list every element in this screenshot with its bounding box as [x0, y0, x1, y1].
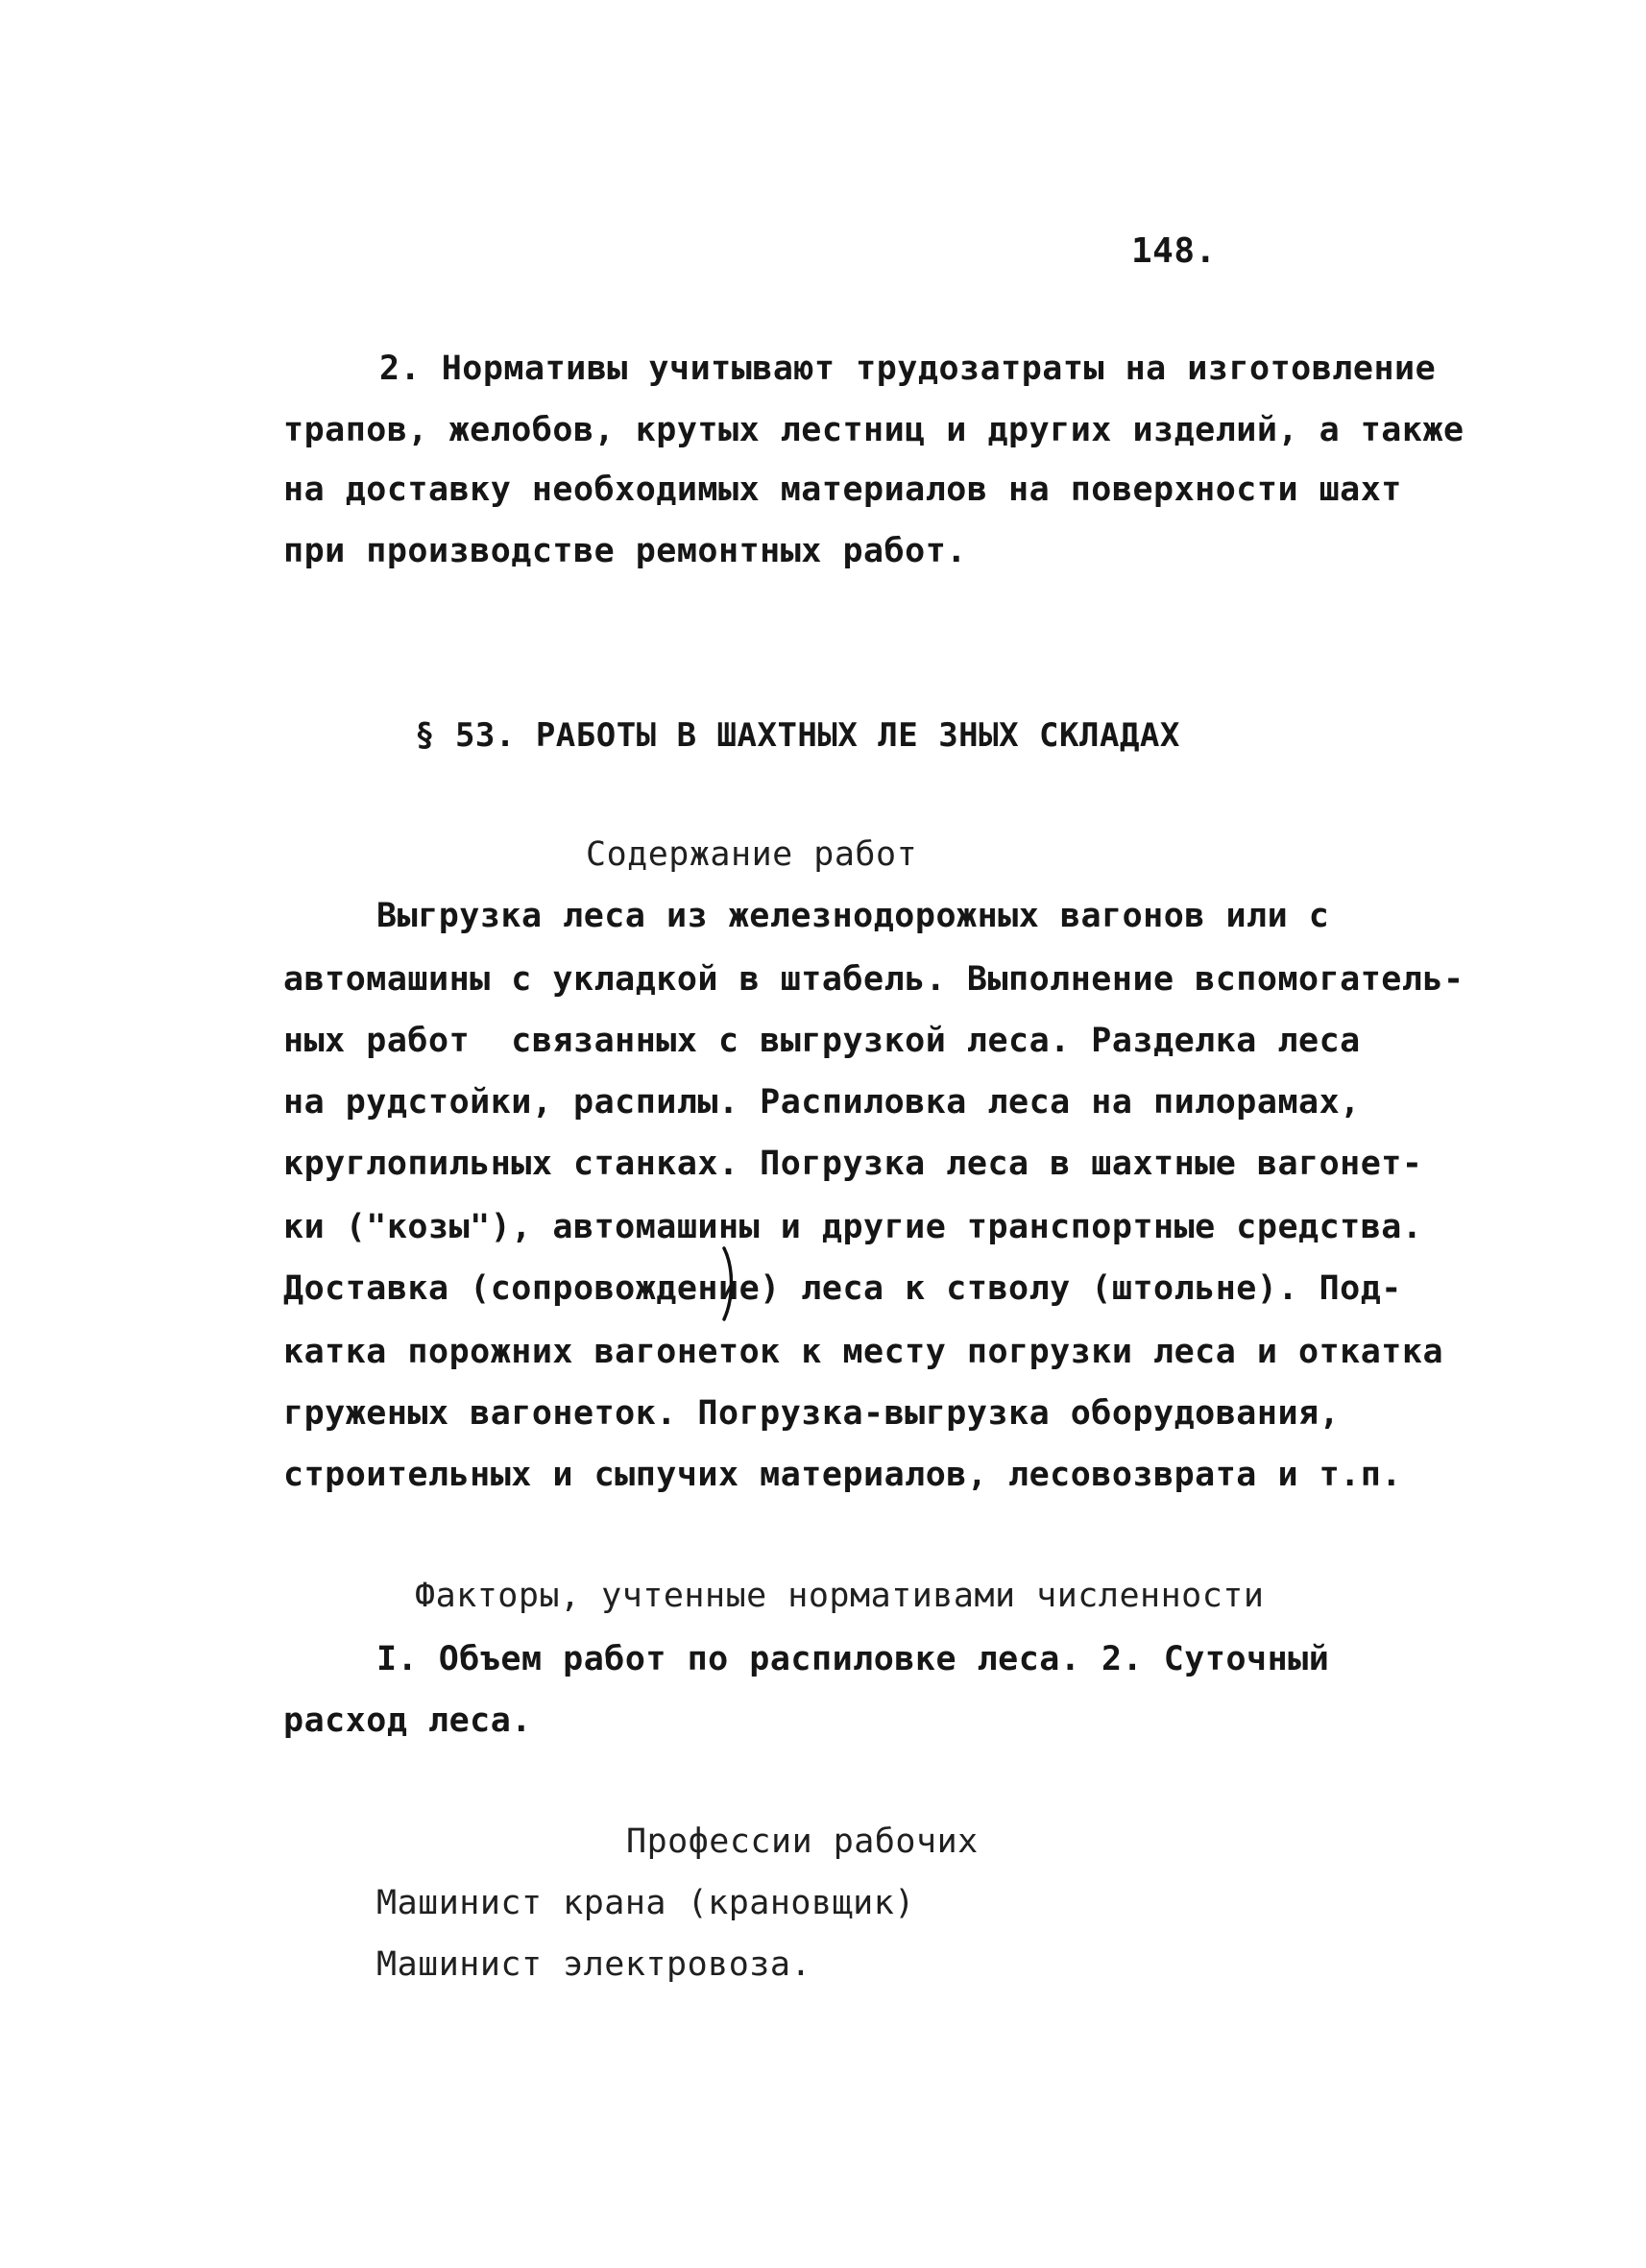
- factors-heading: Факторы, учтенные нормативами численности: [415, 1577, 1265, 1615]
- content-line: Доставка (сопровождение) леса к стволу (штольне). Под-: [283, 1269, 1402, 1308]
- profession-item: Машинист электровоза.: [376, 1945, 812, 1984]
- content-line: катка порожних вагонеток к месту погрузки леса и откатка: [283, 1333, 1444, 1371]
- content-line: ки ("козы"), автомашины и другие транспортные средства.: [283, 1208, 1423, 1246]
- page-number: 148.: [1131, 231, 1217, 271]
- content-line: ных работ связанных с выгрузкой леса. Разделка леса: [283, 1022, 1361, 1060]
- professions-heading: Профессии рабочих: [626, 1822, 979, 1861]
- intro-line: трапов, желобов, крутых лестниц и других изделий, а также: [283, 411, 1464, 449]
- profession-item: Машинист крана (крановщик): [376, 1884, 915, 1922]
- content-line: строительных и сыпучих материалов, лесовозврата и т.п.: [283, 1456, 1402, 1494]
- content-line: круглопильных станках. Погрузка леса в шахтные вагонет-: [283, 1145, 1423, 1183]
- intro-line: 2. Нормативы учитывают трудозатраты на изготовление: [379, 350, 1437, 388]
- content-heading: Содержание работ: [586, 835, 918, 874]
- factors-line: расход леса.: [283, 1701, 532, 1740]
- content-line: Выгрузка леса из железнодорожных вагонов или с: [376, 897, 1330, 935]
- content-line: на рудстойки, распилы. Распиловка леса на пилорамах,: [283, 1083, 1361, 1122]
- factors-line: I. Объем работ по распиловке леса. 2. Суточный: [376, 1640, 1330, 1678]
- content-line: автомашины с укладкой в штабель. Выполнение вспомогатель-: [283, 960, 1464, 999]
- section-title: § 53. РАБОТЫ В ШАХТНЫХ ЛЕ ЗНЫХ СКЛАДАХ: [415, 716, 1180, 755]
- content-line: груженых вагонеток. Погрузка-выгрузка оборудования,: [283, 1394, 1341, 1433]
- handwritten-parenthesis-mark: [722, 1246, 736, 1321]
- intro-line: на доставку необходимых материалов на поверхности шахт: [283, 470, 1402, 509]
- intro-line: при производстве ремонтных работ.: [283, 532, 967, 570]
